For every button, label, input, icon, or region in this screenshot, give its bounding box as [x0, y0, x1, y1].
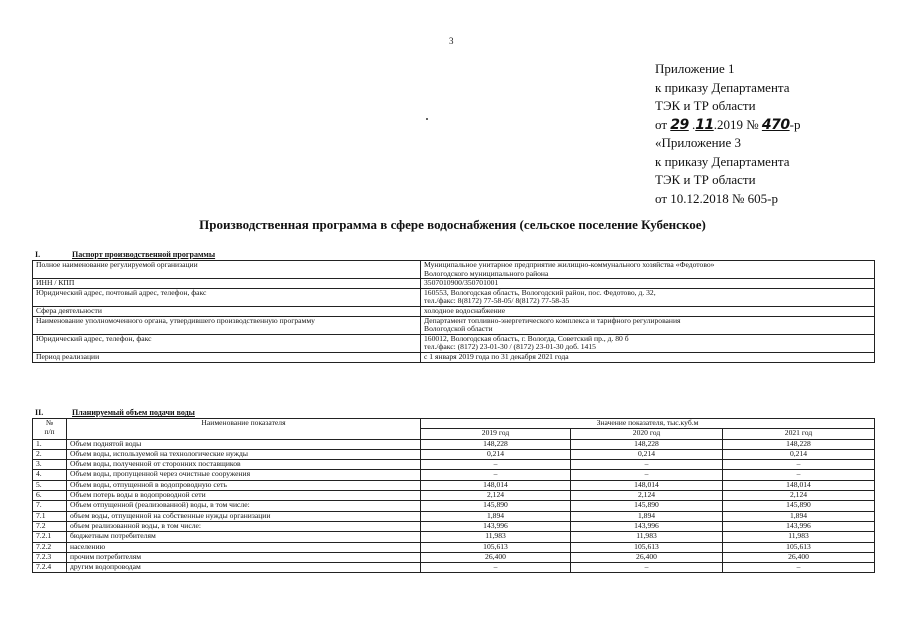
row-name: бюджетным потребителям [67, 532, 421, 542]
value-2020: – [571, 563, 723, 573]
row-name: Объем отпущенной (реализованной) воды, в том числе: [67, 501, 421, 511]
passport-value: с 1 января 2019 года по 31 декабря 2021 года [421, 352, 875, 362]
row-number: 7. [33, 501, 67, 511]
value-2019: 148,228 [421, 439, 571, 449]
value-2021: 2,124 [723, 491, 875, 501]
value-2020: 0,214 [571, 449, 723, 459]
value-2020: 148,014 [571, 480, 723, 490]
handwritten-order-number: 470 [761, 116, 790, 133]
passport-label: Юридический адрес, почтовый адрес, телефон, факс [33, 288, 421, 306]
handwritten-month: 11 [695, 116, 714, 133]
row-name: Объем потерь воды в водопроводной сети [67, 491, 421, 501]
passport-row [33, 279, 875, 289]
value-2020: – [571, 470, 723, 480]
value-2020: 145,890 [571, 501, 723, 511]
value-2021: 0,214 [723, 449, 875, 459]
appendix-line-6: к приказу Департамента [655, 153, 790, 169]
row-number: 2. [33, 449, 67, 459]
appendix-date-line: от 29 .11.2019 № 470-р [655, 116, 801, 133]
passport-label: Юридический адрес, телефон, факс [33, 334, 421, 352]
appendix-block [655, 60, 800, 208]
col-header-year-2019: 2019 год [421, 429, 571, 439]
row-number: 7.2 [33, 521, 67, 531]
appendix-date-prefix: от [655, 116, 668, 132]
value-2019: 11,983 [421, 532, 571, 542]
row-name: другим водопроводам [67, 563, 421, 573]
row-number: 3. [33, 460, 67, 470]
value-2019: 145,890 [421, 501, 571, 511]
handwritten-day: 29 [670, 116, 689, 133]
value-2021: 148,014 [723, 480, 875, 490]
row-number: 1. [33, 439, 67, 449]
volume-row [33, 563, 875, 573]
row-number: 7.2.2 [33, 542, 67, 552]
volume-row [33, 542, 875, 552]
appendix-line-3: ТЭК и ТР области [655, 98, 756, 113]
value-2020: 26,400 [571, 552, 723, 562]
col-header-year-2021: 2021 год [723, 429, 875, 439]
value-2020: 148,228 [571, 439, 723, 449]
volume-row [33, 439, 875, 449]
value-2019: 0,214 [421, 449, 571, 459]
col-header-year-2020: 2020 год [571, 429, 723, 439]
value-2020: 143,996 [571, 521, 723, 531]
passport-row [33, 334, 875, 352]
passport-label: Полное наименование регулируемой организации [33, 261, 421, 279]
volume-row [33, 501, 875, 511]
value-2021: 11,983 [723, 532, 875, 542]
scan-speck [426, 118, 428, 120]
passport-value: Департамент топливно-энергетического комплекса и тарифного регулирования Вологодской области [421, 316, 875, 334]
document-title: Производственная программа в сфере водоснабжения (сельское поселение Кубенское) [199, 217, 706, 232]
passport-value: 3507010900/350701001 [421, 279, 875, 289]
row-name: Объем воды, используемой на технологические нужды [67, 449, 421, 459]
section-1-number: I. [35, 250, 41, 259]
value-2019: 1,894 [421, 511, 571, 521]
value-2020: 2,124 [571, 491, 723, 501]
value-2021: 105,613 [723, 542, 875, 552]
appendix-line-2: к приказу Департамента [655, 79, 790, 95]
appendix-line-1: Приложение 1 [655, 61, 735, 76]
volume-row [33, 449, 875, 459]
value-2021: – [723, 563, 875, 573]
value-2021: 26,400 [723, 552, 875, 562]
volume-row [33, 552, 875, 562]
row-number: 7.2.3 [33, 552, 67, 562]
volume-row [33, 470, 875, 480]
value-2021: 148,228 [723, 439, 875, 449]
row-number: 4. [33, 470, 67, 480]
row-name: Объем воды, пропущенной через очистные сооружения [67, 470, 421, 480]
value-2021: – [723, 470, 875, 480]
passport-table [32, 260, 875, 363]
appendix-line-8: от 10.12.2018 № 605-р [655, 190, 778, 206]
value-2019: 148,014 [421, 480, 571, 490]
passport-value: Муниципальное унитарное предприятие жилищно-коммунального хозяйства «Федотово» Вологодского муниципального района [421, 261, 875, 279]
page-number: 3 [449, 36, 454, 46]
value-2021: 143,996 [723, 521, 875, 531]
volume-row [33, 532, 875, 542]
appendix-date-suffix: -р [789, 116, 801, 132]
value-2019: 105,613 [421, 542, 571, 552]
value-2019: – [421, 563, 571, 573]
appendix-line-7: ТЭК и ТР области [655, 172, 756, 187]
row-number: 6. [33, 491, 67, 501]
passport-value: 160012, Вологодская область, г. Вологда, Советский пр., д. 80 б тел./факс: (8172) 23-01-30 / (8172) 23-01-30 доб. 1415 [421, 334, 875, 352]
value-2020: 11,983 [571, 532, 723, 542]
section-2-number: II. [35, 408, 44, 417]
passport-row [33, 261, 875, 279]
row-name: Объем воды, отпущенной в водопроводную сеть [67, 480, 421, 490]
passport-label: ИНН / КПП [33, 279, 421, 289]
passport-row [33, 352, 875, 362]
passport-row [33, 316, 875, 334]
section-2-title: Планируемый объем подачи воды [72, 408, 195, 417]
col-header-value: Значение показателя, тыс.куб.м [421, 419, 875, 429]
section-1-heading [35, 250, 215, 259]
volume-table [32, 418, 875, 573]
value-2020: – [571, 460, 723, 470]
volume-row [33, 521, 875, 531]
passport-label: Наименование уполномоченного органа, утвердившего производственную программу [33, 316, 421, 334]
value-2020: 1,894 [571, 511, 723, 521]
section-2-heading [35, 408, 195, 417]
section-1-title: Паспорт производственной программы [72, 250, 216, 259]
row-number: 7.2.1 [33, 532, 67, 542]
passport-label: Период реализации [33, 352, 421, 362]
volume-row [33, 511, 875, 521]
row-number: 7.1 [33, 511, 67, 521]
row-name: населению [67, 542, 421, 552]
row-name: Объем воды, полученной от сторонних поставщиков [67, 460, 421, 470]
volume-row [33, 460, 875, 470]
value-2019: – [421, 470, 571, 480]
appendix-date-year: .2019 № [713, 116, 759, 132]
passport-value: холодное водоснабжение [421, 306, 875, 316]
volume-row [33, 480, 875, 490]
value-2019: 2,124 [421, 491, 571, 501]
value-2019: – [421, 460, 571, 470]
appendix-line-5: «Приложение 3 [655, 135, 742, 150]
passport-value: 160553, Вологодская область, Вологодский район, пос. Федотово, д. 32, тел./факс: 8(8172) 77-58-05/ 8(8172) 77-58-35 [421, 288, 875, 306]
value-2020: 105,613 [571, 542, 723, 552]
value-2021: 145,890 [723, 501, 875, 511]
row-name: Объем поднятой воды [67, 439, 421, 449]
row-name: объем реализованной воды, в том числе: [67, 521, 421, 531]
passport-label: Сфера деятельности [33, 306, 421, 316]
passport-row [33, 306, 875, 316]
value-2021: 1,894 [723, 511, 875, 521]
value-2021: – [723, 460, 875, 470]
col-header-number: № п/п [33, 419, 67, 440]
value-2019: 26,400 [421, 552, 571, 562]
col-header-name: Наименование показателя [67, 419, 421, 440]
row-name: объем воды, отпущенной на собственные нужды организации [67, 511, 421, 521]
value-2019: 143,996 [421, 521, 571, 531]
row-number: 5. [33, 480, 67, 490]
row-number: 7.2.4 [33, 563, 67, 573]
passport-row [33, 288, 875, 306]
row-name: прочим потребителям [67, 552, 421, 562]
volume-row [33, 491, 875, 501]
